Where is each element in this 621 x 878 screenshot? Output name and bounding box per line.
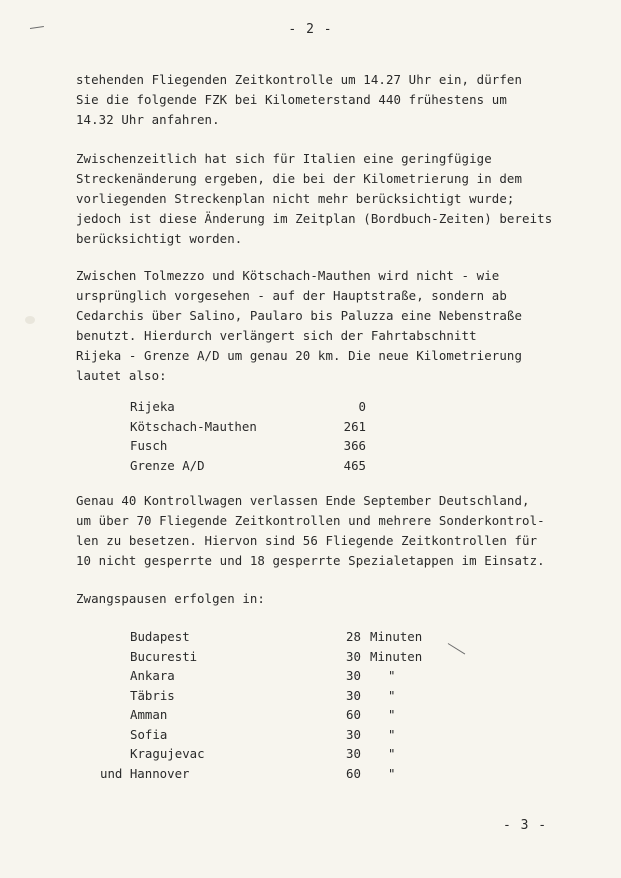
- paragraph-3-line-4: benutzt. Hierdurch verlängert sich der Fahrtabschnitt: [76, 328, 477, 343]
- km-place: Fusch: [130, 438, 168, 453]
- pause-table-row: [100, 744, 440, 764]
- paragraph-3-line-3: Cedarchis über Salino, Paularo bis Paluzza eine Nebenstraße: [76, 308, 523, 323]
- paragraph-2-line-1: Zwischenzeitlich hat sich für Italien eine geringfügige: [76, 151, 492, 166]
- pause-place: Täbris: [130, 687, 175, 703]
- pause-table-row: [100, 666, 440, 686]
- km-table-row: [130, 456, 370, 476]
- paragraph-3-line-5: Rijeka - Grenze A/D um genau 20 km. Die neue Kilometrierung: [76, 348, 523, 363]
- pause-place: Amman: [130, 707, 168, 722]
- paragraph-2-line-4: jedoch ist diese Änderung im Zeitplan (Bordbuch-Zeiten) bereits: [76, 211, 553, 226]
- pause-unit: Minuten: [370, 629, 423, 644]
- pause-unit: ": [388, 765, 396, 781]
- pause-unit: ": [388, 726, 396, 742]
- km-value: 261: [343, 418, 366, 434]
- pause-minutes: 30: [346, 687, 361, 703]
- pause-minutes: 30: [346, 648, 361, 664]
- paragraph-3-line-2: ursprünglich vorgesehen - auf der Hauptstraße, sondern ab: [76, 288, 507, 303]
- paragraph-1-line-3: 14.32 Uhr anfahren.: [76, 112, 220, 127]
- paragraph-1-line-1: stehenden Fliegenden Zeitkontrolle um 14.27 Uhr ein, dürfen: [76, 72, 523, 87]
- paragraph-3-line-6: lautet also:: [76, 368, 167, 383]
- paragraph-4-line-2: um über 70 Fliegende Zeitkontrollen und mehrere Sonderkontrol-: [76, 513, 545, 528]
- km-value: 366: [343, 438, 366, 453]
- km-value: 465: [343, 457, 366, 473]
- pause-table-row: [100, 764, 440, 784]
- paragraph-1-line-2: Sie die folgende FZK bei Kilometerstand 440 frühestens um: [76, 92, 507, 107]
- pause-table-row: [100, 627, 440, 647]
- pause-place: Ankara: [130, 668, 175, 683]
- pause-minutes: 60: [346, 765, 361, 781]
- pause-place: und Hannover: [100, 765, 190, 781]
- pause-table-row: [100, 705, 440, 725]
- paragraph-4-line-4: 10 nicht gesperrte und 18 gesperrte Spezialetappen im Einsatz.: [76, 553, 545, 568]
- pause-minutes: 30: [346, 726, 361, 742]
- pencil-stroke-mark: [448, 643, 465, 654]
- pause-table-row: [100, 686, 440, 706]
- km-table: [130, 397, 370, 475]
- paragraph-2-line-3: vorliegenden Streckenplan nicht mehr berücksichtigt wurde;: [76, 191, 515, 206]
- punch-hole-mark: [25, 316, 35, 324]
- pause-minutes: 30: [346, 746, 361, 761]
- km-table-row: [130, 436, 370, 456]
- pause-place: Bucuresti: [130, 648, 198, 664]
- paragraph-3-line-1: Zwischen Tolmezzo und Kötschach-Mauthen wird nicht - wie: [76, 268, 500, 283]
- pause-table-row: [100, 725, 440, 745]
- km-value: 0: [358, 399, 366, 414]
- pause-unit: ": [388, 707, 396, 722]
- pause-unit: ": [388, 746, 396, 761]
- km-place: Rijeka: [130, 399, 175, 414]
- pause-table: [100, 627, 440, 783]
- pause-place: Kragujevac: [130, 746, 205, 761]
- next-page-footer: - 3 -: [503, 818, 548, 833]
- pause-place: Sofia: [130, 726, 168, 742]
- paragraph-2-line-2: Streckenänderung ergeben, die bei der Kilometrierung in dem: [76, 171, 523, 186]
- km-place: Kötschach-Mauthen: [130, 418, 257, 434]
- paragraph-4-line-3: len zu besetzen. Hiervon sind 56 Fliegende Zeitkontrollen für: [76, 533, 538, 548]
- paragraph-4-line-1: Genau 40 Kontrollwagen verlassen Ende September Deutschland,: [76, 493, 530, 508]
- km-place: Grenze A/D: [130, 457, 205, 473]
- pause-minutes: 60: [346, 707, 361, 722]
- pause-unit: ": [388, 687, 396, 703]
- km-table-row: [130, 417, 370, 437]
- pause-minutes: 30: [346, 668, 361, 683]
- pause-unit: Minuten: [370, 648, 423, 664]
- km-table-row: [130, 397, 370, 417]
- paragraph-2-line-5: berücksichtigt worden.: [76, 231, 243, 246]
- paragraph-5-line-1: Zwangspausen erfolgen in:: [76, 591, 265, 606]
- pause-unit: ": [388, 668, 396, 683]
- pause-place: Budapest: [130, 629, 190, 644]
- pause-table-row: [100, 647, 440, 667]
- pause-minutes: 28: [346, 629, 361, 644]
- page-number-header: - 2 -: [288, 22, 333, 37]
